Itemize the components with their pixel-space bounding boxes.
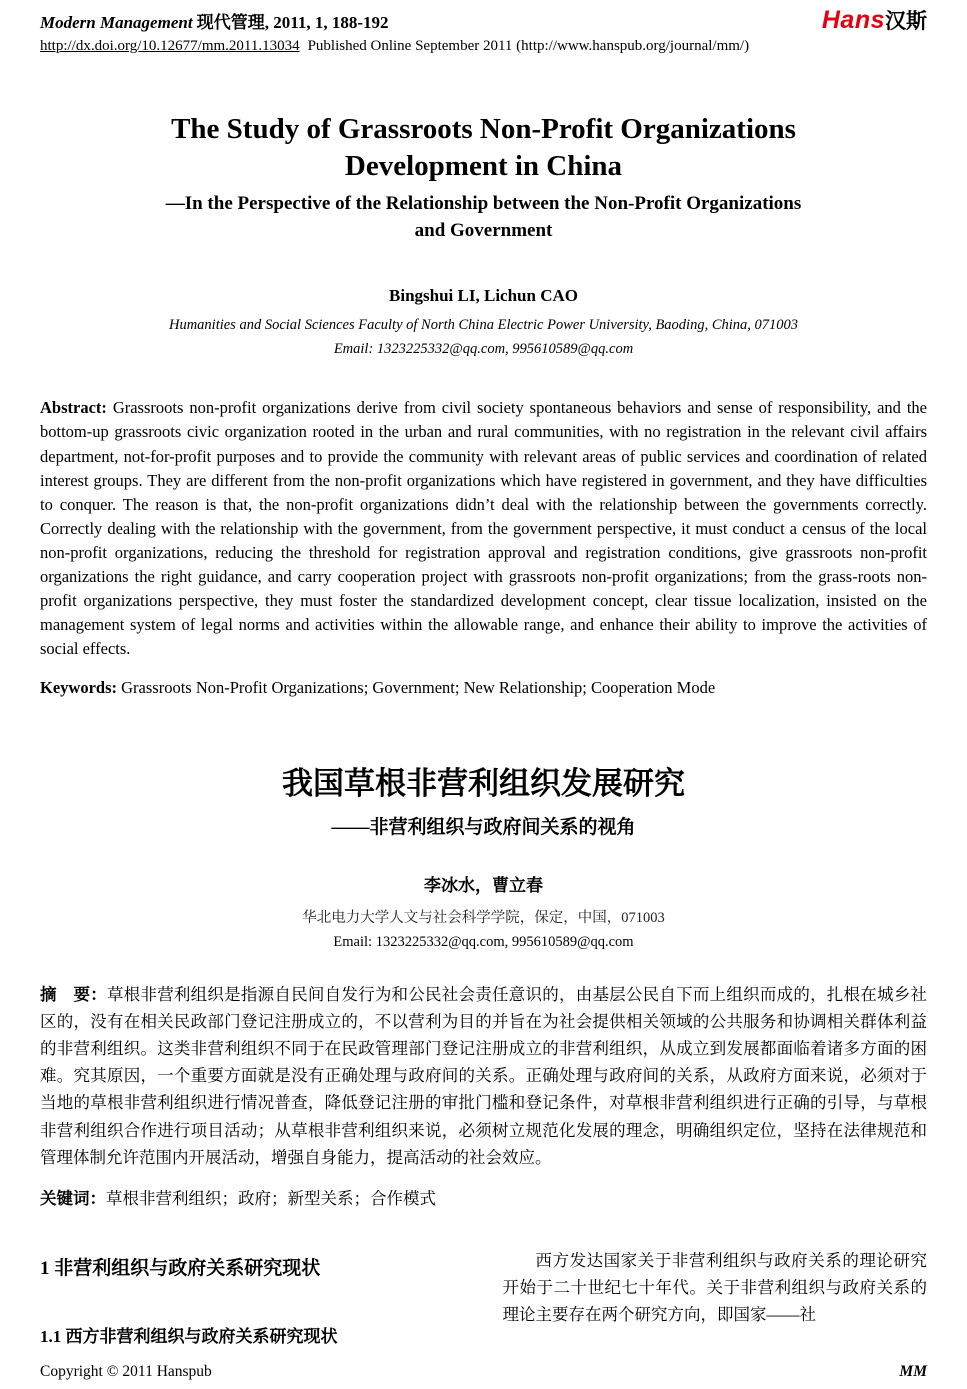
journal-citation (40, 8, 389, 33)
abstract-label-chinese: 摘 要： (40, 985, 107, 1005)
abstract-paragraph (40, 396, 927, 661)
paper-subtitle-line1: —In the Perspective of the Relationship between the Non-Profit Organizations (165, 193, 802, 215)
authors-english: Bingshui LI, Lichun CAO (389, 286, 578, 306)
keywords-label-chinese: 关键词： (40, 1188, 106, 1208)
paper-subtitle-chinese: ——非营利组织与政府间关系的视角 (331, 817, 636, 839)
email-line-english: Email: 1323225332@qq.com, 995610589@qq.com (333, 341, 634, 358)
affiliation-english: Humanities and Social Sciences Faculty of North China Electric Power University, Baoding, China, 071003 (168, 317, 799, 334)
body-columns (40, 1247, 927, 1347)
copyright-notice: Copyright © 2011 Hanspub (40, 1363, 212, 1380)
section-1-1-heading: 1.1 西方非营利组织与政府关系研究现状 (40, 1326, 338, 1346)
hans-logo-cjk: 汉斯 (885, 10, 927, 33)
paper-subtitle (40, 191, 927, 244)
keywords-text-chinese: 草根非营利组织；政府；新型关系；合作模式 (106, 1188, 436, 1208)
body-paragraph: 西方发达国家关于非营利组织与政府关系的理论研究开始于二十世纪七十年代。关于非营利组织与政府关系的理论主要存在两个研究方向，即国家——社 (502, 1250, 927, 1325)
email-line-chinese: Email: 1323225332@qq.com, 995610589@qq.com (333, 934, 634, 951)
header-meta-line (40, 38, 927, 55)
keywords-line (40, 678, 927, 698)
page-footer (40, 1363, 927, 1381)
keywords-label: Keywords: (40, 678, 117, 698)
paper-title-line2: Development in China (344, 150, 623, 183)
journal-title: Modern Management (40, 13, 193, 32)
hans-logo (822, 8, 927, 33)
paper-title-line1: The Study of Grassroots Non-Profit Organizations (171, 113, 796, 145)
abstract-paragraph-chinese (40, 981, 927, 1170)
abstract-text-chinese: 草根非营利组织是指源自民间自发行为和公民社会责任意识的，由基层公民自下而上组织而成的，扎根在城乡社区的，没有在相关民政部门登记注册成立的，不以营利为目的并旨在为社会提供相关领域的公共服务和协调相关群体利益的非营利组织。这类非营利组织不同于在民政管理部门登记注册成立的非营利组织，从成立到发展都面临着诸多方面的困难。究其原因，一个重要方面就是没有正确处理与政府间的关系。正确处理与政府间的关系，从政府方面来说，必须对于当地的草根非营利组织进行情况普查，降低登记注册的审批门槛和登记条件，对草根非营利组织进行正确的引导，与草根非营利组织合作进行项目活动；从草根非营利组织来说，必须树立规范化发展的理念，明确组织定位，坚持在法律规范和管理体制允许范围内开展活动，增强自身能力，提高活动的社会效应。 (40, 985, 928, 1167)
paper-title-chinese: 我国草根非营利组织发展研究 (282, 766, 685, 802)
doi-link[interactable]: http://dx.doi.org/10.12677/mm.2011.13034 (40, 38, 300, 54)
keywords-line-chinese (40, 1185, 927, 1209)
keywords-text: Grassroots Non-Profit Organizations; Government; New Relationship; Cooperation Mode (121, 678, 716, 698)
header (40, 8, 927, 33)
abstract-label: Abstract: (40, 398, 107, 418)
left-column (40, 1247, 465, 1347)
affiliation-chinese: 华北电力大学人文与社会科学学院，保定，中国，071003 (302, 910, 665, 927)
published-note: Published Online September 2011 (http://www.hanspub.org/journal/mm/) (307, 38, 750, 54)
abstract-text: Grassroots non-profit organizations derive from civil society spontaneous behaviors and sense of responsibility, and the bottom-up grassroots civic organization rooted in the urban and rural communities, with no registration in the relevant civil affairs department, not-for-profit purposes and to provide the community with relevant areas of public services and coordination of related interest groups. They are different from the non-profit organizations which have registered in government, and they have difficulties to conquer. The reason is that, the non-profit organizations didn’t deal with the relationship between the governments correctly. Correctly dealing with the relationship with the government, from the government perspective, it must conduct a census of the local non-profit organizations, reducing the threshold for registration approval and registration conditions, give grassroots non-profit organizations the right guidance, and carry cooperation project with grassroots non-profit organizations; from the grass-roots non-profit organizations perspective, they must foster the standardized development concept, clear tissue localization, insisted on the management system of legal norms and activities within the allowable range, and enhance their ability to improve the activities of social effects. (40, 398, 928, 659)
authors-chinese: 李冰水，曹立春 (424, 876, 543, 896)
hans-logo-latin: Hans (821, 6, 885, 34)
journal-abbreviation: MM (899, 1363, 927, 1380)
paper-subtitle-line2: and Government (414, 219, 553, 241)
journal-issue-info: 现代管理, 2011, 1, 188-192 (192, 13, 389, 32)
section-1-heading: 1 非营利组织与政府关系研究现状 (40, 1257, 321, 1279)
paper-title (40, 111, 927, 185)
right-column (503, 1247, 928, 1347)
